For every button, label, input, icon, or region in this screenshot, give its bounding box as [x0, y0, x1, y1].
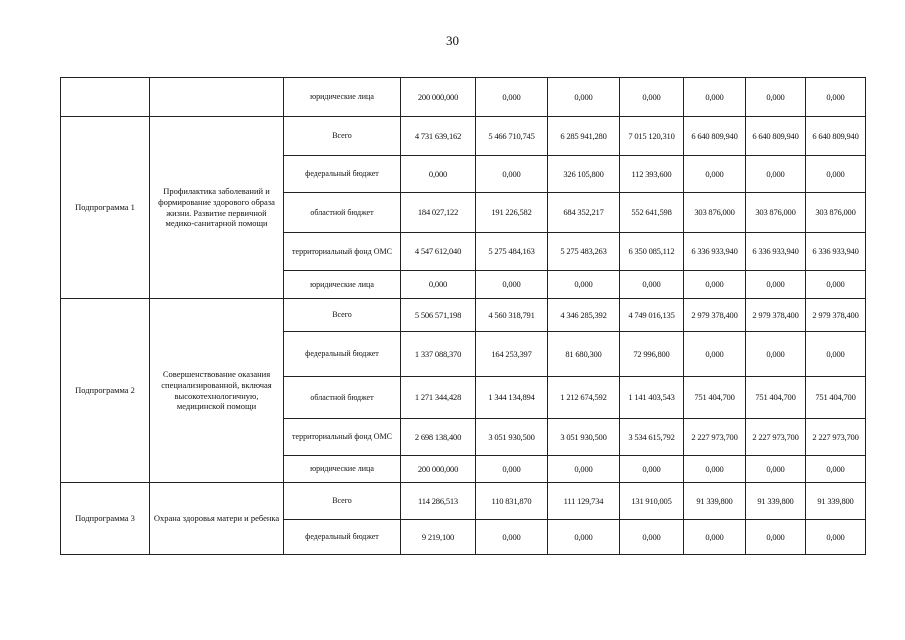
amount-cell: 2 227 973,700 [806, 419, 866, 456]
funding-source-cell: Всего [284, 483, 401, 520]
amount-cell: 6 336 933,940 [806, 233, 866, 271]
amount-cell: 0,000 [806, 520, 866, 555]
amount-cell: 2 979 378,400 [684, 299, 746, 332]
funding-source-cell: юридические лица [284, 456, 401, 483]
amount-cell: 3 051 930,500 [476, 419, 548, 456]
amount-cell: 0,000 [746, 456, 806, 483]
amount-cell: 0,000 [548, 520, 620, 555]
amount-cell: 200 000,000 [401, 78, 476, 117]
subprogram-description-cell [150, 78, 284, 117]
table-row [61, 483, 866, 520]
amount-cell: 81 680,300 [548, 332, 620, 377]
funding-source-cell: федеральный бюджет [284, 332, 401, 377]
amount-cell: 0,000 [684, 332, 746, 377]
amount-cell: 3 051 930,500 [548, 419, 620, 456]
amount-cell: 4 346 285,392 [548, 299, 620, 332]
amount-cell: 4 560 318,791 [476, 299, 548, 332]
amount-cell: 0,000 [746, 78, 806, 117]
amount-cell: 0,000 [401, 156, 476, 193]
amount-cell: 5 275 484,163 [476, 233, 548, 271]
amount-cell: 0,000 [746, 520, 806, 555]
amount-cell: 91 339,800 [684, 483, 746, 520]
amount-cell: 72 996,800 [620, 332, 684, 377]
amount-cell: 751 404,700 [806, 377, 866, 419]
amount-cell: 110 831,870 [476, 483, 548, 520]
amount-cell: 5 466 710,745 [476, 117, 548, 156]
funding-source-cell: федеральный бюджет [284, 520, 401, 555]
amount-cell: 6 640 809,940 [746, 117, 806, 156]
funding-source-cell: федеральный бюджет [284, 156, 401, 193]
amount-cell: 6 350 085,112 [620, 233, 684, 271]
amount-cell: 9 219,100 [401, 520, 476, 555]
amount-cell: 0,000 [476, 456, 548, 483]
amount-cell: 0,000 [806, 271, 866, 299]
amount-cell: 0,000 [806, 332, 866, 377]
amount-cell: 111 129,734 [548, 483, 620, 520]
amount-cell: 6 640 809,940 [806, 117, 866, 156]
amount-cell: 2 227 973,700 [746, 419, 806, 456]
table-row [61, 78, 866, 117]
amount-cell: 200 000,000 [401, 456, 476, 483]
amount-cell: 0,000 [684, 156, 746, 193]
funding-source-cell: территориальный фонд ОМС [284, 233, 401, 271]
subprogram-name-cell: Подпрограмма 2 [61, 299, 150, 483]
amount-cell: 0,000 [746, 332, 806, 377]
amount-cell: 684 352,217 [548, 193, 620, 233]
amount-cell: 0,000 [476, 156, 548, 193]
amount-cell: 0,000 [476, 78, 548, 117]
amount-cell: 0,000 [684, 456, 746, 483]
amount-cell: 0,000 [548, 78, 620, 117]
amount-cell: 4 749 016,135 [620, 299, 684, 332]
table-row [61, 299, 866, 332]
amount-cell: 191 226,582 [476, 193, 548, 233]
amount-cell: 3 534 615,792 [620, 419, 684, 456]
amount-cell: 6 336 933,940 [684, 233, 746, 271]
amount-cell: 91 339,800 [746, 483, 806, 520]
subprogram-name-cell [61, 78, 150, 117]
funding-source-cell: территориальный фонд ОМС [284, 419, 401, 456]
amount-cell: 6 285 941,280 [548, 117, 620, 156]
amount-cell: 0,000 [806, 156, 866, 193]
subprogram-description-cell: Совершенствование оказания специализированной, включая высокотехнологичную, медицинской помощи [150, 299, 284, 483]
page-number: 30 [446, 33, 459, 48]
table-row [61, 117, 866, 156]
subprogram-name-cell: Подпрограмма 1 [61, 117, 150, 299]
amount-cell: 1 337 088,370 [401, 332, 476, 377]
amount-cell: 5 506 571,198 [401, 299, 476, 332]
amount-cell: 0,000 [620, 520, 684, 555]
amount-cell: 114 286,513 [401, 483, 476, 520]
subprogram-description-cell: Охрана здоровья матери и ребенка [150, 483, 284, 555]
amount-cell: 0,000 [548, 456, 620, 483]
funding-source-cell: областной бюджет [284, 193, 401, 233]
budget-table [60, 77, 866, 555]
amount-cell: 2 227 973,700 [684, 419, 746, 456]
amount-cell: 164 253,397 [476, 332, 548, 377]
funding-source-cell: Всего [284, 299, 401, 332]
amount-cell: 1 141 403,543 [620, 377, 684, 419]
amount-cell: 0,000 [548, 271, 620, 299]
amount-cell: 184 027,122 [401, 193, 476, 233]
amount-cell: 1 212 674,592 [548, 377, 620, 419]
funding-source-cell: областной бюджет [284, 377, 401, 419]
amount-cell: 6 336 933,940 [746, 233, 806, 271]
funding-source-cell: юридические лица [284, 271, 401, 299]
amount-cell: 303 876,000 [746, 193, 806, 233]
amount-cell: 303 876,000 [684, 193, 746, 233]
amount-cell: 0,000 [476, 271, 548, 299]
amount-cell: 751 404,700 [746, 377, 806, 419]
amount-cell: 2 979 378,400 [746, 299, 806, 332]
amount-cell: 552 641,598 [620, 193, 684, 233]
amount-cell: 0,000 [746, 271, 806, 299]
amount-cell: 0,000 [684, 520, 746, 555]
amount-cell: 112 393,600 [620, 156, 684, 193]
amount-cell: 303 876,000 [806, 193, 866, 233]
amount-cell: 5 275 483,263 [548, 233, 620, 271]
amount-cell: 0,000 [620, 78, 684, 117]
amount-cell: 0,000 [746, 156, 806, 193]
funding-source-cell: юридические лица [284, 78, 401, 117]
subprogram-name-cell: Подпрограмма 3 [61, 483, 150, 555]
amount-cell: 2 698 138,400 [401, 419, 476, 456]
amount-cell: 4 547 612,040 [401, 233, 476, 271]
subprogram-description-cell: Профилактика заболеваний и формирование здорового образа жизни. Развитие первичной медико-санитарной помощи [150, 117, 284, 299]
funding-source-cell: Всего [284, 117, 401, 156]
amount-cell: 131 910,005 [620, 483, 684, 520]
amount-cell: 326 105,800 [548, 156, 620, 193]
amount-cell: 751 404,700 [684, 377, 746, 419]
amount-cell: 0,000 [684, 78, 746, 117]
amount-cell: 0,000 [684, 271, 746, 299]
amount-cell: 0,000 [806, 456, 866, 483]
amount-cell: 2 979 378,400 [806, 299, 866, 332]
amount-cell: 0,000 [620, 271, 684, 299]
amount-cell: 91 339,800 [806, 483, 866, 520]
amount-cell: 0,000 [806, 78, 866, 117]
amount-cell: 6 640 809,940 [684, 117, 746, 156]
amount-cell: 0,000 [620, 456, 684, 483]
amount-cell: 4 731 639,162 [401, 117, 476, 156]
amount-cell: 0,000 [476, 520, 548, 555]
amount-cell: 1 344 134,894 [476, 377, 548, 419]
amount-cell: 0,000 [401, 271, 476, 299]
amount-cell: 7 015 120,310 [620, 117, 684, 156]
amount-cell: 1 271 344,428 [401, 377, 476, 419]
